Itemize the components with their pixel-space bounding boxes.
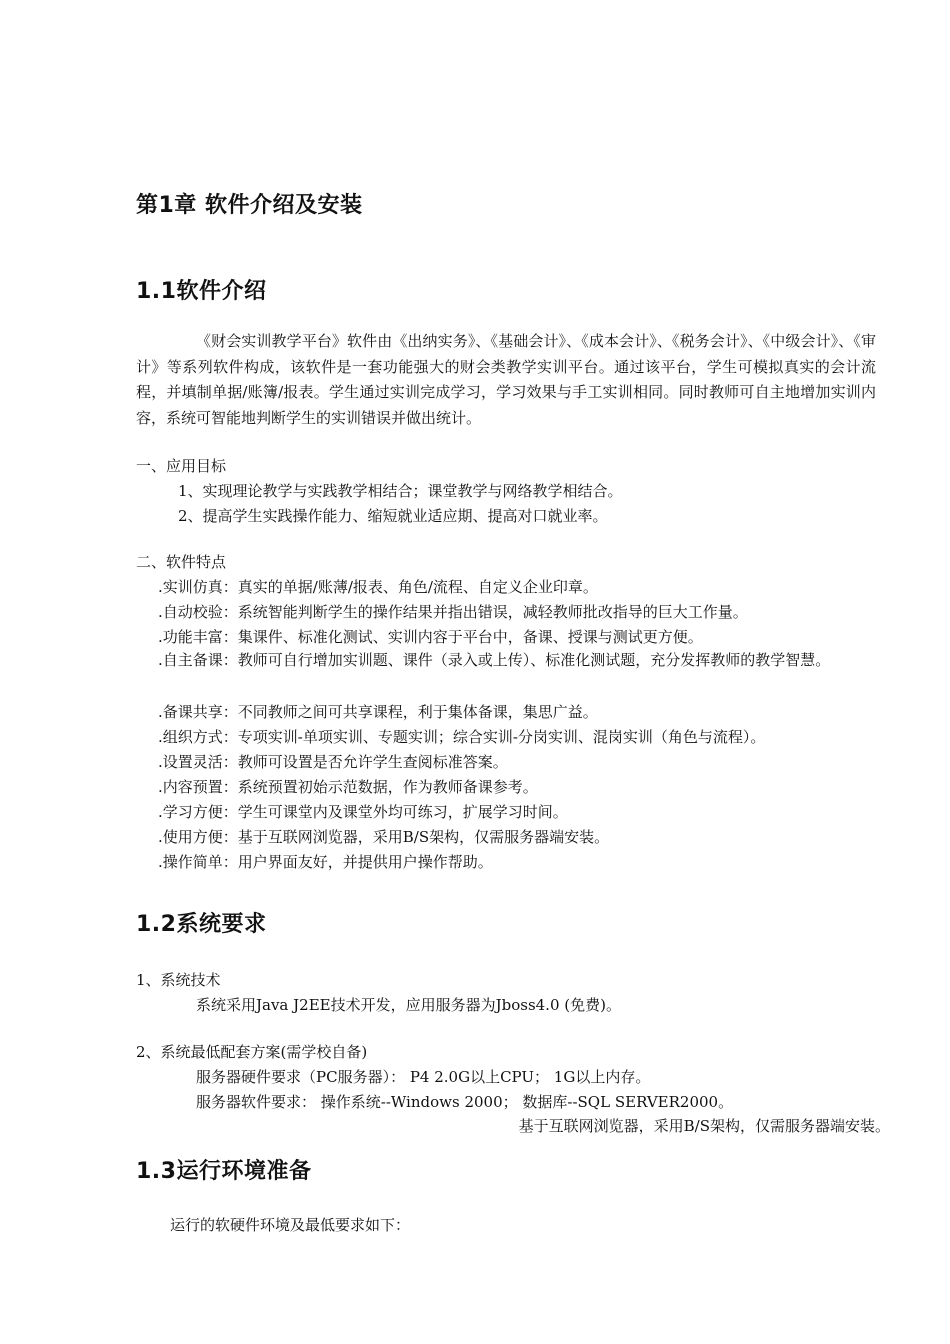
features-heading: 二、软件特点 <box>136 553 227 571</box>
feature-item: .备课共享：不同教师之间可共享课程，利于集体备课，集思广益。 <box>158 703 598 721</box>
tech-text: 系统采用Java J2EE技术开发，应用服务器为Jboss4.0 (免费)。 <box>196 996 621 1014</box>
section-title-1-1: 1.1软件介绍 <box>136 279 267 304</box>
intro-paragraph: 《财会实训教学平台》软件由《出纳实务》、《基础会计》、《成本会计》、《税务会计》、《中级会计》、《审计》等系列软件构成，该软件是一套功能强大的财会类教学实训平台。通过该平台，学生可模拟真实的会计流程，并填制单据/账簿/报表。学生通过实训完成学习，学习效果与手工实训相同。同时教师可自主地增加实训内容，系统可智能地判断学生的实训错误并做出统计。 <box>136 332 876 427</box>
feature-item: .操作简单：用户界面友好，并提供用户操作帮助。 <box>158 853 493 871</box>
feature-item: .实训仿真：真实的单据/账薄/报表、角色/流程、自定义企业印章。 <box>158 578 598 596</box>
feature-item: .学习方便：学生可课堂内及课堂外均可练习，扩展学习时间。 <box>158 803 568 821</box>
feature-item: .自主备课：教师可自行增加实训题、课件（录入或上传）、标准化测试题，充分发挥教师的教学智慧。 <box>158 651 831 669</box>
feature-item: .功能丰富：集课件、标准化测试、实训内容于平台中，备课、授课与测试更方便。 <box>158 628 703 646</box>
section-title-1-2: 1.2系统要求 <box>136 912 267 937</box>
feature-item: .自动校验：系统智能判断学生的操作结果并指出错误，减轻教师批改指导的巨大工作量。 <box>158 603 748 621</box>
feature-item: .使用方便：基于互联网浏览器，采用B/S架构，仅需服务器端安装。 <box>158 828 610 846</box>
tech-heading: 1、系统技术 <box>136 971 221 989</box>
config-line: 服务器硬件要求（PC服务器）： P4 2.0G以上CPU； 1G以上内存。 <box>196 1068 651 1086</box>
feature-item: .内容预置：系统预置初始示范数据，作为教师备课参考。 <box>158 778 538 796</box>
config-heading: 2、系统最低配套方案(需学校自备) <box>136 1043 368 1061</box>
config-line: 基于互联网浏览器，采用B/S架构，仅需服务器端安装。 <box>518 1117 890 1135</box>
chapter-title: 第1章 软件介绍及安装 <box>136 193 363 218</box>
feature-item: .组织方式：专项实训-单项实训、专题实训；综合实训-分岗实训、混岗实训（角色与流程）。 <box>158 728 766 746</box>
goals-heading: 一、应用目标 <box>136 457 227 475</box>
config-line: 服务器软件要求： 操作系统--Windows 2000； 数据库--SQL SERVER2000。 <box>196 1093 734 1111</box>
feature-item: .设置灵活：教师可设置是否允许学生查阅标准答案。 <box>158 753 508 771</box>
env-text: 运行的软硬件环境及最低要求如下： <box>170 1216 411 1234</box>
section-title-1-3: 1.3运行环境准备 <box>136 1159 312 1184</box>
goal-item: 2、提高学生实践操作能力、缩短就业适应期、提高对口就业率。 <box>178 507 608 525</box>
goal-item: 1、实现理论教学与实践教学相结合；课堂教学与网络教学相结合。 <box>178 482 623 500</box>
